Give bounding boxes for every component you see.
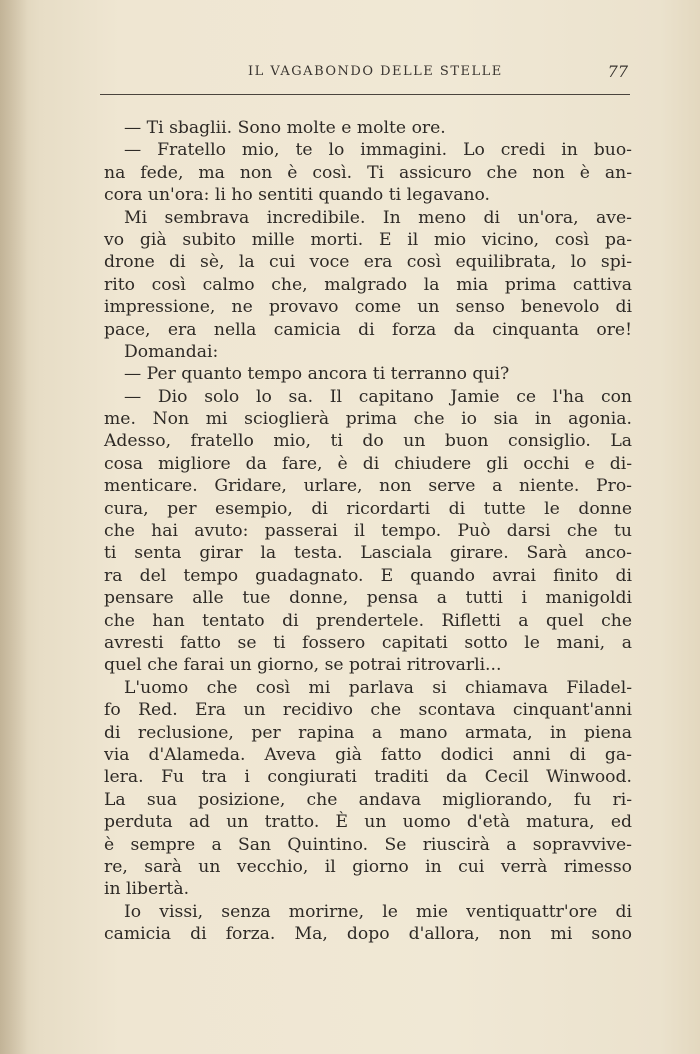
text-line: avresti fatto se ti fossero capitati sotto le mani, a [104, 632, 632, 653]
text-line: na fede, ma non è così. Ti assicuro che non è an- [104, 162, 632, 183]
text-line: perduta ad un tratto. È un uomo d'età matura, ed [104, 812, 632, 833]
text-line: — Dio solo lo sa. Il capitano Jamie ce l'ha con [124, 386, 632, 407]
spine-shadow [0, 0, 28, 1054]
text-line: quel che farai un giorno, se potrai ritrovarli... [104, 655, 502, 676]
text-line: — Fratello mio, te lo immagini. Lo credi in buo- [124, 140, 632, 161]
body-text [104, 117, 632, 945]
text-line: Io vissi, senza morirne, le mie ventiquattr'ore di [124, 901, 632, 922]
text-line: pace, era nella camicia di forza da cinquanta ore! [104, 319, 632, 340]
running-title: IL VAGABONDO DELLE STELLE [248, 64, 503, 79]
text-line: cora un'ora: li ho sentiti quando ti legavano. [104, 185, 491, 206]
text-line: menticare. Gridare, urlare, non serve a niente. Pro- [104, 476, 632, 497]
text-line: cosa migliore da fare, è di chiudere gli occhi e di- [104, 453, 632, 474]
text-line: La sua posizione, che andava migliorando, fu ri- [104, 789, 632, 810]
text-line: fo Red. Era un recidivo che scontava cinquant'anni [104, 700, 632, 721]
text-line: pensare alle tue donne, pensa a tutti i manigoldi [104, 588, 632, 609]
text-line: lera. Fu tra i congiurati traditi da Cecil Winwood. [104, 767, 632, 788]
text-line: Domandai: [124, 341, 219, 362]
text-line: impressione, ne provavo come un senso benevolo di [104, 297, 632, 318]
text-line: Adesso, fratello mio, ti do un buon consiglio. La [104, 431, 632, 452]
text-line: — Per quanto tempo ancora ti terranno qui? [124, 364, 510, 385]
text-line: ti senta girar la testa. Lasciala girare. Sarà anco- [104, 543, 632, 564]
page-header [100, 60, 632, 88]
text-line: di reclusione, per rapina a mano armata, in piena [104, 722, 632, 743]
text-line: rito così calmo che, malgrado la mia prima cattiva [104, 274, 632, 295]
text-line: me. Non mi scioglierà prima che io sia in agonia. [104, 409, 632, 430]
text-line: vo già subito mille morti. E il mio vicino, così pa- [104, 229, 632, 250]
text-line: — Ti sbaglii. Sono molte e molte ore. [124, 118, 446, 138]
text-line: ra del tempo guadagnato. E quando avrai finito di [104, 565, 632, 586]
text-line: via d'Alameda. Aveva già fatto dodici anni di ga- [104, 744, 632, 765]
text-line: è sempre a San Quintino. Se riuscirà a sopravvive- [104, 834, 632, 855]
text-line: re, sarà un vecchio, il giorno in cui verrà rimesso [104, 856, 632, 877]
text-line: Mi sembrava incredibile. In meno di un'ora, ave- [124, 207, 632, 228]
text-line: cura, per esempio, di ricordarti di tutte le donne [104, 498, 632, 519]
text-line: che hai avuto: passerai il tempo. Può darsi che tu [104, 521, 632, 542]
header-rule [100, 94, 630, 95]
text-line: L'uomo che così mi parlava si chiamava Filadel- [124, 677, 632, 698]
text-line: che han tentato di prendertele. Rifletti a quel che [104, 610, 632, 631]
text-line: drone di sè, la cui voce era così equilibrata, lo spi- [104, 252, 632, 273]
text-line: in libertà. [104, 879, 190, 900]
page-number: 77 [607, 62, 628, 81]
text-line: camicia di forza. Ma, dopo d'allora, non mi sono [104, 924, 632, 945]
